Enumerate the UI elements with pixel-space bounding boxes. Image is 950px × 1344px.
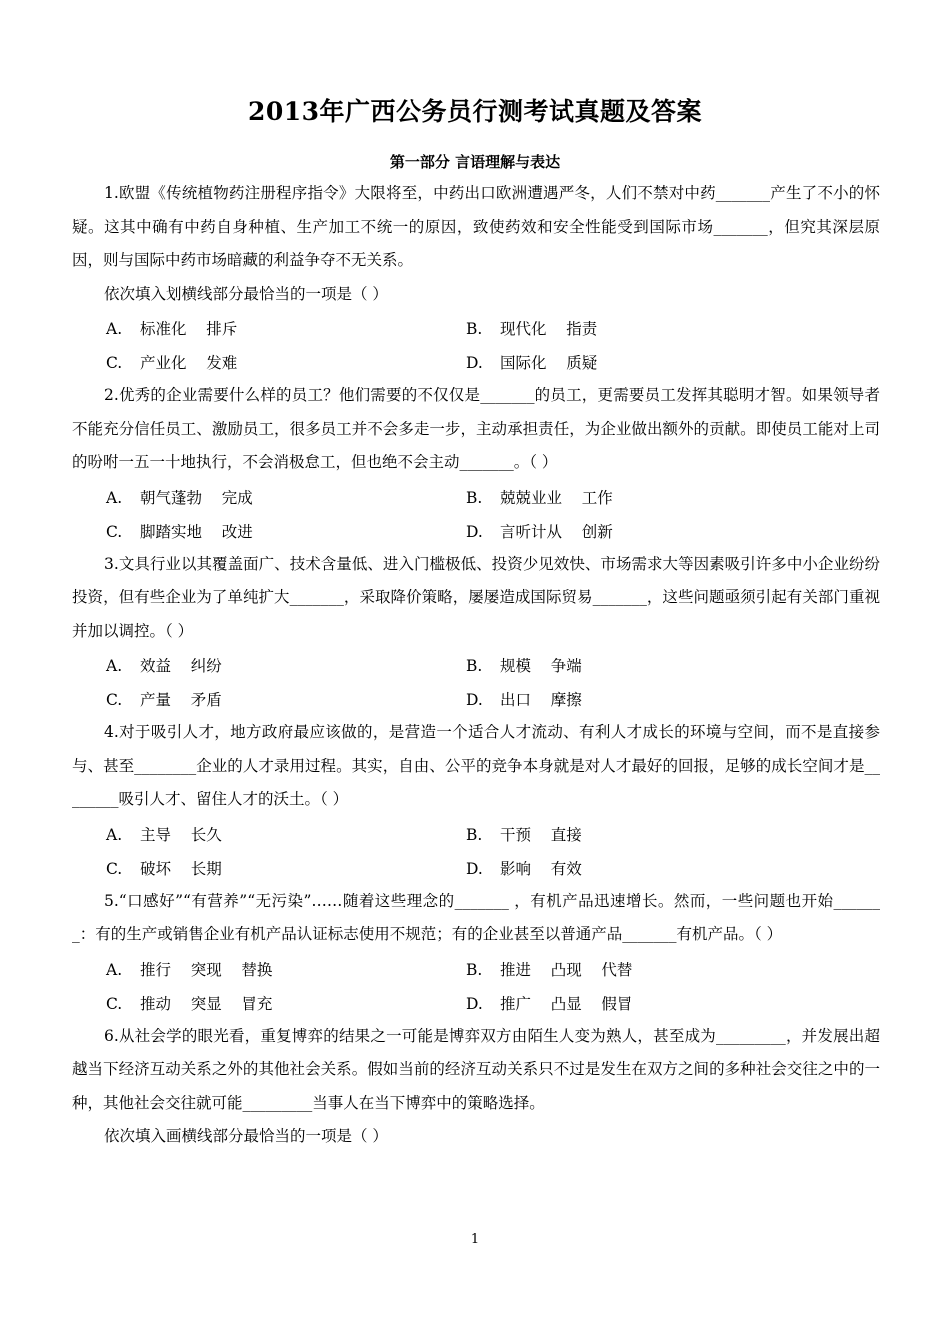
option-letter: B. <box>466 960 483 979</box>
option-letter: A. <box>106 960 123 979</box>
option-text: 国际化 质疑 <box>500 354 598 372</box>
option-c <box>72 688 432 710</box>
question-3-options-row-1 <box>72 648 880 682</box>
option-c <box>72 857 432 879</box>
option-letter: A. <box>106 320 123 338</box>
option-text: 规模 争端 <box>500 657 582 675</box>
question-4-options-row-2 <box>72 851 880 885</box>
option-a <box>72 317 432 339</box>
question-5-options-row-2 <box>72 986 880 1020</box>
question-3-text: 3.文具行业以其覆盖面广、技术含量低、进入门槛极低、投资少见效快、市场需求大等因素吸引许多中小企业纷纷投资，但有些企业为了单纯扩大_______，采取降价策略，屡屡造成国际贸易_______，这些问题亟须引起有关部门重视并加以调控。（ ） <box>72 554 880 640</box>
option-c <box>72 992 432 1014</box>
option-c <box>72 520 432 542</box>
option-d <box>432 857 792 879</box>
option-letter: A. <box>106 488 123 507</box>
option-letter: D. <box>466 691 483 709</box>
option-letter: C. <box>106 859 123 878</box>
option-d <box>432 351 792 373</box>
question-1-prompt: 依次填入划横线部分最恰当的一项是（ ） <box>104 284 388 303</box>
option-text: 出口 摩擦 <box>500 691 582 709</box>
question-4-text: 4.对于吸引人才，地方政府最应该做的，是营造一个适合人才流动、有利人才成长的环境与空间，而不是直接参与、甚至________企业的人才录用过程。其实，自由、公平的竞争本身就是对人才最好的回报，足够的成长空间才是________吸引人才、留住人才的沃土。（ ） <box>72 723 880 808</box>
question-6-text: 6.从社会学的眼光看，重复博弈的结果之一可能是博弈双方由陌生人变为熟人，甚至成为_________，并发展出超越当下经济互动关系之外的其他社会关系。假如当前的经济互动关系只不过是发生在双方之间的多种社会交往之中的一种，其他社会交往就可能_________当事人在当下博弈中的策略选择。 <box>72 1026 880 1112</box>
option-d <box>432 992 792 1014</box>
option-text: 推动 突显 冒充 <box>140 994 273 1013</box>
question-5-text: 5.“口感好”“有营养”“无污染”……随着这些理念的_______ ，有机产品迅速增长。然而，一些问题也开始_______：有的生产或销售企业有机产品认证标志使用不规范；有的企业甚至以普通产品_______有机产品。（ ） <box>72 891 880 943</box>
question-3-options-row-2 <box>72 682 880 716</box>
question-5-options-row-1 <box>72 952 880 986</box>
question-6-prompt: 依次填入画横线部分最恰当的一项是（ ） <box>104 1127 388 1145</box>
option-text: 现代化 指责 <box>500 320 598 338</box>
option-text: 标准化 排斥 <box>140 320 238 338</box>
option-c <box>72 351 432 373</box>
option-letter: B. <box>466 657 483 675</box>
option-text: 干预 直接 <box>500 825 582 844</box>
option-b <box>432 317 792 339</box>
option-text: 产业化 发难 <box>140 354 238 372</box>
question-1-text: 1.欧盟《传统植物药注册程序指令》大限将至，中药出口欧洲遭遇严冬，人们不禁对中药_______产生了不小的怀疑。这其中确有中药自身种植、生产加工不统一的原因，致使药效和安全性能受到国际市场_______，但究其深层原因，则与国际中药市场暗藏的利益争夺不无关系。 <box>72 184 880 269</box>
option-letter: C. <box>106 994 123 1013</box>
option-text: 朝气蓬勃 完成 <box>140 488 253 507</box>
question-1-options-row-2 <box>72 345 880 379</box>
question-2-text: 2.优秀的企业需要什么样的员工？他们需要的不仅仅是_______的员工，更需要员工发挥其聪明才智。如果领导者不能充分信任员工、激励员工，很多员工并不会多走一步，主动承担责任，为企业做出额外的贡献。即使员工能对上司的吩咐一五一十地执行，不会消极怠工，但也绝不会主动_______。（ ） <box>72 386 880 471</box>
option-letter: D. <box>466 522 483 541</box>
option-text: 主导 长久 <box>140 825 222 844</box>
option-b <box>432 654 792 676</box>
section-heading: 第一部分 言语理解与表达 <box>389 153 561 171</box>
option-letter: D. <box>466 354 483 372</box>
option-d <box>432 520 792 542</box>
option-letter: B. <box>466 488 483 507</box>
option-text: 脚踏实地 改进 <box>140 522 253 541</box>
document-body <box>72 177 880 1154</box>
question-2-options-row-1 <box>72 480 880 514</box>
option-letter: A. <box>106 825 123 844</box>
option-text: 兢兢业业 工作 <box>500 488 613 507</box>
option-a <box>72 654 432 676</box>
option-b <box>432 486 792 508</box>
option-text: 影响 有效 <box>500 859 582 878</box>
option-letter: C. <box>106 691 123 709</box>
option-letter: A. <box>106 657 123 675</box>
option-b <box>432 958 792 980</box>
option-text: 推广 凸显 假冒 <box>500 994 633 1013</box>
option-b <box>432 823 792 845</box>
question-1-options-row-1 <box>72 311 880 345</box>
option-letter: B. <box>466 825 483 844</box>
option-a <box>72 486 432 508</box>
option-letter: D. <box>466 994 483 1013</box>
option-letter: C. <box>106 522 123 541</box>
option-d <box>432 688 792 710</box>
question-2-options-row-2 <box>72 514 880 548</box>
document-title: 2013年广西公务员行测考试真题及答案 <box>247 97 703 126</box>
option-text: 推行 突现 替换 <box>140 960 273 979</box>
option-text: 产量 矛盾 <box>140 691 222 709</box>
option-letter: B. <box>466 320 483 338</box>
option-text: 效益 纠纷 <box>140 657 222 675</box>
option-letter: C. <box>106 354 123 372</box>
option-letter: D. <box>466 859 483 878</box>
option-a <box>72 823 432 845</box>
page-number: 1 <box>470 1232 480 1247</box>
option-text: 推进 凸现 代替 <box>500 960 633 979</box>
question-4-options-row-1 <box>72 817 880 851</box>
option-a <box>72 958 432 980</box>
option-text: 破坏 长期 <box>140 859 222 878</box>
option-text: 言听计从 创新 <box>500 522 613 541</box>
